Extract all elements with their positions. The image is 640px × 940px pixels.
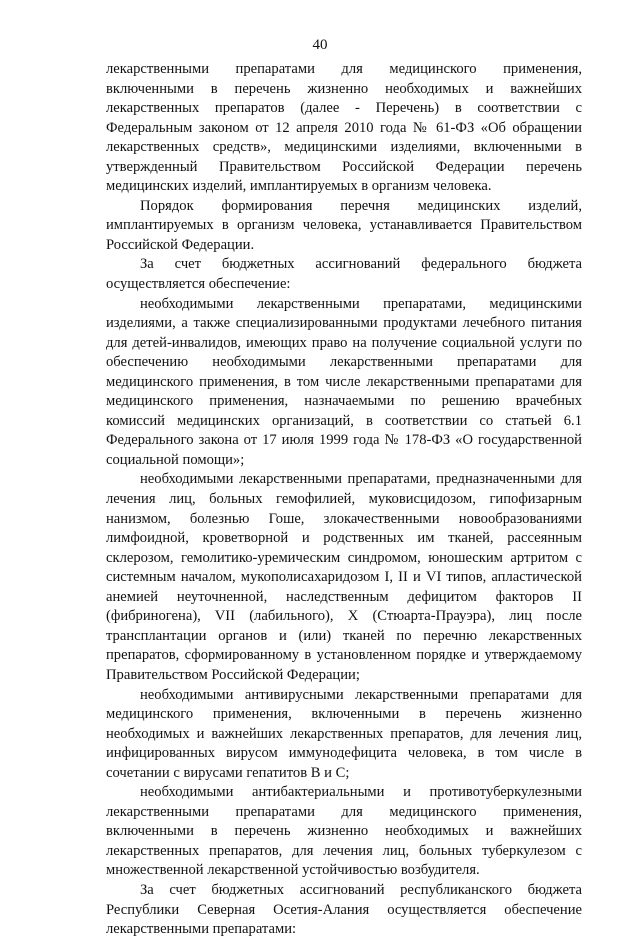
paragraph-3: За счет бюджетных ассигнований федерального бюджета осуществляется обеспечение: [106, 256, 582, 293]
paragraph-7: необходимыми антибактериальными и противотуберкулезными лекарственными препаратами для медицинского применения, включенными в перечень жизненно необходимых и важнейших лекарственных препаратов, для лечения лиц, больных туберкулезом с множественной лекарственной устойчивостью возбудителя. [106, 784, 582, 879]
paragraph-6: необходимыми антивирусными лекарственными препаратами для медицинского применения, включенными в перечень жизненно необходимых и важнейших лекарственных препаратов, для лечения лиц, инфицированных вирусом иммунодефицита человека, в том числе в сочетании с вирусами гепатитов B и C; [106, 686, 582, 781]
paragraph-2: Порядок формирования перечня медицинских изделий, имплантируемых в организм человека, устанавливается Правительством Российской Федерации. [106, 197, 582, 253]
paragraph-8: За счет бюджетных ассигнований республиканского бюджета Республики Северная Осетия-Алания осуществляется обеспечение лекарственными препаратами: [106, 881, 582, 938]
paragraph-4: необходимыми лекарственными препаратами, медицинскими изделиями, а также специализированными продуктами лечебного питания для детей-инвалидов, имеющих право на получение социальной услуги по обеспечению необходимыми лекарственными препаратами для медицинского применения, в том числе лекарственными препаратами для медицинского применения, назначаемыми по решению врачебных комиссий медицинских организаций, в соответствии со статьей 6.1 Федерального закона от 17 июля 1999 года № 178-ФЗ «О государственной социальной помощи»; [106, 295, 582, 468]
document-body [106, 60, 582, 940]
page-number: 40 [312, 37, 328, 53]
paragraph-1: лекарственными препаратами для медицинского применения, включенными в перечень жизненно необходимых и важнейших лекарственных препаратов (далее - Перечень) в соответствии с Федеральным законом от 12 апреля 2010 года № 61-ФЗ «Об обращении лекарственных средств», медицинскими изделиями, включенными в утвержденный Правительством Российской Федерации перечень медицинских изделий, имплантируемых в организм человека. [106, 61, 582, 195]
paragraph-5: необходимыми лекарственными препаратами, предназначенными для лечения лиц, больных гемофилией, муковисцидозом, гипофизарным нанизмом, болезнью Гоше, злокачественными новообразованиями лимфоидной, кроветворной и родственных им тканей, рассеянным склерозом, гемолитико-уремическим синдромом, юношеским артритом с системным началом, мукополисахаридозом I, II и VI типов, апластической анемией неуточненной, наследственным дефицитом факторов II (фибриногена), VII (лабильного), X (Стюарта-Прауэра), лиц после трансплантации органов и (или) тканей по перечню лекарственных препаратов, сформированному в установленном порядке и утверждаемому Правительством Российской Федерации; [106, 471, 582, 683]
